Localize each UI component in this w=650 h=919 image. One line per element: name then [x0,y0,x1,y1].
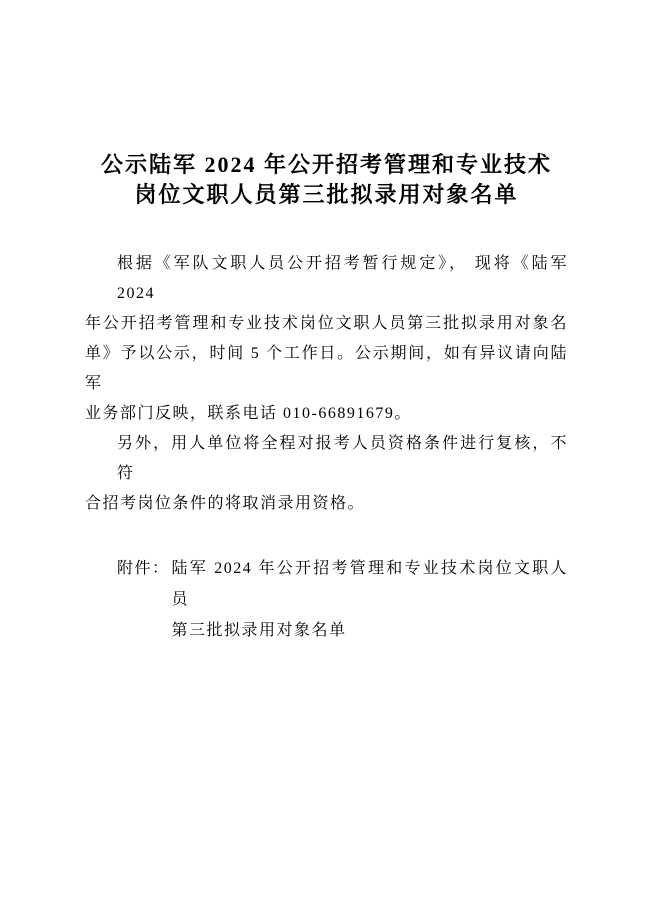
title-line-2: 岗位文职人员第三批拟录用对象名单 [134,182,519,207]
document-content [0,150,650,646]
attachment-line-2: 第三批拟录用对象名单 [171,622,347,639]
paragraph-1-line-4: 业务部门反映，联系电话 010-66891679。 [85,405,412,422]
document-title [85,150,568,210]
paragraph-2 [85,429,568,519]
paragraph-1-line-3: 单》予以公示，时间 5 个工作日。公示期间，如有异议请向陆军 [85,345,568,392]
attachment-label: 附件： [117,560,170,577]
attachment-body [172,553,568,646]
paragraph-2-line-2: 合招考岗位条件的将取消录用资格。 [85,495,366,512]
paragraph-1-line-1: 根据《军队文职人员公开招考暂行规定》， 现将《陆军 2024 [117,255,568,302]
paragraph-1 [85,249,568,429]
paragraph-2-line-1: 另外，用人单位将全程对报考人员资格条件进行复核，不符 [117,435,568,482]
title-line-1: 公示陆军 2024 年公开招考管理和专业技术 [100,152,552,177]
attachment-note [117,553,568,646]
paragraph-1-line-2: 年公开招考管理和专业技术岗位文职人员第三批拟录用对象名 [85,315,568,332]
attachment-line-1: 陆军 2024 年公开招考管理和专业技术岗位文职人员 [171,560,568,608]
